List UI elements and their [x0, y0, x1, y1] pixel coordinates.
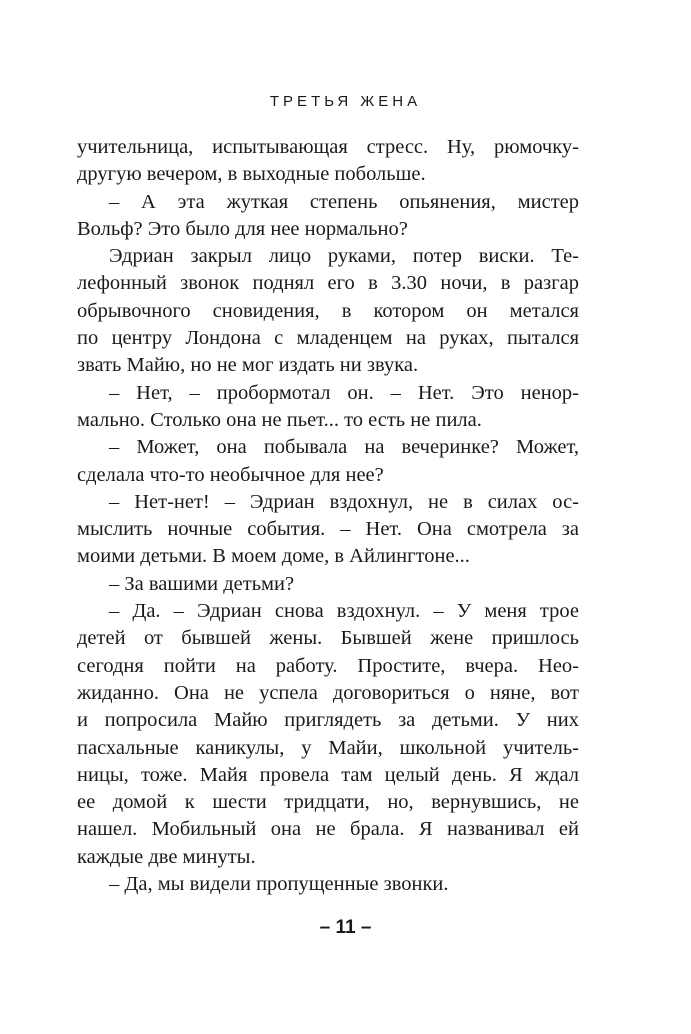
- text-line: нашел. Мобильный она не брала. Я названивал ей: [77, 818, 579, 841]
- text-line: учительница, испытывающая стресс. Ну, рюмочку-: [77, 136, 579, 158]
- body-text: [77, 134, 579, 898]
- text-line: каждые две минуты.: [77, 845, 256, 868]
- text-line: жиданно. Она не успела договориться о няне, вот: [77, 681, 579, 704]
- text-line: другую вечером, в выходные побольше.: [77, 163, 426, 186]
- text-line: детей от бывшей жены. Бывшей жене пришлось: [77, 627, 579, 650]
- text-line: ее домой к шести тридцати, но, вернувшись, не: [77, 791, 579, 814]
- text-line: моими детьми. В моем доме, в Айлингтоне...: [77, 545, 470, 568]
- text-line: обрывочного сновидения, в котором он метался: [77, 299, 579, 322]
- text-line: лефонный звонок поднял его в 3.30 ночи, в разгар: [77, 272, 579, 295]
- text-line: – Да, мы видели пропущенные звонки.: [109, 873, 449, 896]
- text-line: ницы, тоже. Майя провела там целый день. Я ждал: [77, 763, 579, 786]
- text-line: пасхальные каникулы, у Майи, школьной учитель-: [77, 736, 579, 759]
- text-line: по центру Лондона с младенцем на руках, пытался: [77, 327, 579, 350]
- text-line: – За вашими детьми?: [109, 572, 295, 595]
- text-line: сделала что-то необычное для нее?: [77, 463, 384, 486]
- text-line: и попросила Майю приглядеть за детьми. У них: [77, 709, 579, 732]
- text-line: – А эта жуткая степень опьянения, мистер: [109, 190, 579, 213]
- text-line: – Нет-нет! – Эдриан вздохнул, не в силах ос-: [109, 490, 579, 513]
- text-line: – Да. – Эдриан снова вздохнул. – У меня трое: [109, 600, 579, 623]
- text-line: звать Майю, но не мог издать ни звука.: [77, 354, 419, 377]
- text-line: Вольф? Это было для нее нормально?: [77, 217, 408, 240]
- text-line: мально. Столько она не пьет... то есть не пила.: [77, 408, 482, 431]
- text-line: – Нет, – пробормотал он. – Нет. Это ненор-: [109, 381, 579, 404]
- page-number: – 11 –: [319, 917, 372, 938]
- text-line: мыслить ночные события. – Нет. Она смотрела за: [77, 518, 579, 541]
- text-line: Эдриан закрыл лицо руками, потер виски. Те-: [109, 245, 579, 268]
- text-line: сегодня пойти на работу. Простите, вчера. Нео-: [77, 654, 579, 677]
- text-line: – Может, она побывала на вечеринке? Может,: [109, 436, 579, 459]
- running-head-title: ТРЕТЬЯ ЖЕНА: [269, 93, 422, 110]
